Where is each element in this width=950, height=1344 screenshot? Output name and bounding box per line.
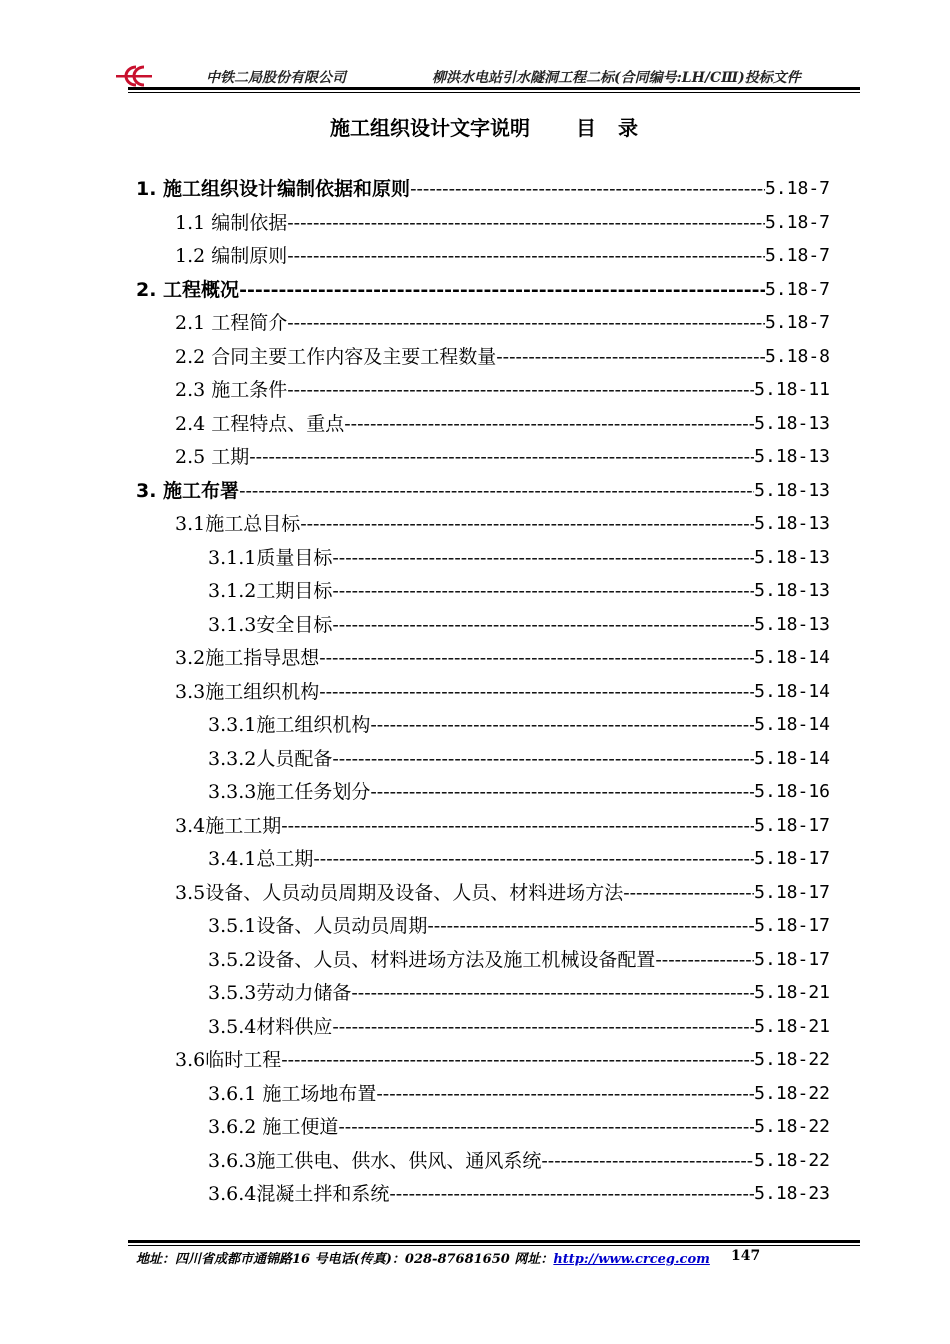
- toc-entry-page: 5.18-21: [754, 1015, 830, 1037]
- toc-entry-label: 3.6临时工程: [175, 1049, 282, 1071]
- toc-entry-page: 5.18-13: [754, 546, 830, 568]
- toc-entry[interactable]: [208, 745, 830, 773]
- toc-leader: [655, 946, 754, 974]
- toc-leader: [623, 879, 754, 907]
- toc-entry-page: 5.18-14: [754, 647, 830, 668]
- toc-leader: [319, 678, 754, 706]
- toc-leader: [344, 410, 754, 438]
- toc-entry[interactable]: [175, 879, 830, 907]
- toc-entry-label: 3.5.4材料供应: [208, 1015, 333, 1038]
- toc-entry-label: 3.5.2设备、人员、材料进场方法及施工机械设备配置: [208, 948, 656, 971]
- toc-entry[interactable]: [208, 1080, 830, 1108]
- toc-leader: [287, 209, 765, 237]
- toc-leader: [332, 1013, 754, 1041]
- toc-entry-page: 5.18-7: [764, 178, 830, 199]
- toc-leader: [427, 912, 754, 940]
- toc-entry-page: 5.18-13: [754, 446, 830, 467]
- toc-entry[interactable]: [208, 778, 830, 806]
- page-footer: [136, 1248, 710, 1267]
- footer-url-link[interactable]: http://www.crceg.com: [553, 1252, 710, 1267]
- toc-entry-page: 5.18-13: [754, 580, 830, 601]
- footer-address: 地址：四川省成都市通锦路16 号电话(传真)：028-87681650 网址：: [136, 1252, 554, 1267]
- toc-leader: [300, 510, 754, 538]
- toc-entry[interactable]: [175, 209, 830, 237]
- toc-entry-label: 3.1.1质量目标: [208, 546, 333, 569]
- toc-leader: [319, 644, 754, 672]
- toc-entry-label: 3.6.3施工供电、供水、供风、通风系统: [208, 1149, 542, 1172]
- toc-entry-label: 3.5.3劳动力储备: [208, 982, 352, 1004]
- header-project: 柳洪水电站引水隧洞工程二标(合同编号:LH/CⅢ)投标文件: [432, 70, 801, 86]
- toc-entry-page: 5.18-21: [754, 982, 830, 1003]
- toc-entry-label: 1. 施工组织设计编制依据和原则: [136, 178, 411, 200]
- toc-entry[interactable]: [208, 711, 830, 739]
- toc-entry[interactable]: [136, 175, 830, 203]
- footer-rule: [128, 1240, 860, 1243]
- title-main: 施工组织设计文字说明: [330, 116, 530, 140]
- toc-entry[interactable]: [175, 510, 830, 538]
- toc-entry[interactable]: [136, 477, 830, 505]
- toc-entry-page: 5.18-23: [754, 1183, 830, 1204]
- toc-entry-page: 5.18-22: [754, 1049, 830, 1070]
- toc-leader: [239, 477, 754, 505]
- toc-entry-page: 5.18-17: [754, 915, 830, 936]
- toc-entry-label: 3.1.3安全目标: [208, 613, 333, 636]
- toc-entry-page: 5.18-13: [754, 412, 830, 434]
- toc-entry[interactable]: [175, 678, 830, 706]
- toc-entry[interactable]: [208, 979, 830, 1007]
- toc-leader: [332, 611, 754, 639]
- toc-entry-label: 3.2施工指导思想: [175, 647, 320, 669]
- toc-leader: [287, 309, 765, 337]
- toc-entry-label: 3. 施工布署: [136, 479, 240, 502]
- toc-entry-page: 5.18-17: [754, 948, 830, 970]
- toc-entry-page: 5.18-7: [764, 278, 830, 300]
- toc-entry[interactable]: [175, 376, 830, 404]
- toc-entry[interactable]: [208, 1113, 830, 1141]
- toc-leader: [496, 343, 765, 371]
- toc-entry-page: 5.18-7: [764, 211, 830, 233]
- toc-leader: [338, 1113, 754, 1141]
- toc-entry-label: 3.3.2人员配备: [208, 747, 333, 770]
- toc-leader: [281, 812, 754, 840]
- toc-leader: [287, 376, 754, 404]
- toc-entry-label: 3.6.1 施工场地布置: [208, 1082, 377, 1105]
- header-rule: [128, 87, 860, 90]
- toc-entry[interactable]: [175, 242, 830, 270]
- toc-entry-label: 3.5设备、人员动员周期及设备、人员、材料进场方法: [175, 881, 624, 904]
- toc-entry-label: 3.6.2 施工便道: [208, 1116, 339, 1138]
- toc-leader: [249, 443, 754, 471]
- toc-entry[interactable]: [208, 946, 830, 974]
- toc-leader: [313, 845, 754, 873]
- toc-entry[interactable]: [175, 812, 830, 840]
- toc-entry-page: 5.18-14: [754, 714, 830, 735]
- toc-entry[interactable]: [208, 1180, 830, 1208]
- toc-entry[interactable]: [208, 1013, 830, 1041]
- toc-entry[interactable]: [208, 1147, 830, 1175]
- toc-entry[interactable]: [208, 912, 830, 940]
- toc-entry-label: 2. 工程概况: [136, 278, 240, 301]
- toc-leader: [351, 979, 754, 1007]
- toc-entry-page: 5.18-11: [754, 379, 830, 400]
- toc-leader: [541, 1147, 754, 1175]
- toc-entry[interactable]: [136, 276, 830, 304]
- toc-entry-page: 5.18-8: [764, 345, 830, 367]
- toc-entry-label: 2.3 施工条件: [175, 379, 288, 401]
- toc-entry-page: 5.18-14: [754, 680, 830, 702]
- toc-entry-label: 2.4 工程特点、重点: [175, 412, 345, 435]
- toc-leader: [370, 711, 754, 739]
- toc-leader: [332, 745, 754, 773]
- header-company: 中铁二局股份有限公司: [206, 70, 346, 86]
- toc-entry-page: 5.18-22: [754, 1082, 830, 1104]
- toc-entry-label: 2.5 工期: [175, 446, 250, 468]
- toc-entry-label: 3.3.3施工任务划分: [208, 781, 371, 803]
- toc-entry-label: 3.1施工总目标: [175, 513, 301, 535]
- toc-leader: [370, 778, 754, 806]
- toc-leader: [410, 175, 765, 203]
- toc-entry-label: 3.4.1总工期: [208, 848, 314, 870]
- toc-leader: [239, 276, 765, 304]
- toc-entry-label: 1.2 编制原则: [175, 245, 288, 267]
- toc-entry-label: 3.4施工工期: [175, 814, 282, 837]
- page-title: [330, 112, 660, 141]
- toc-entry-page: 5.18-14: [754, 747, 830, 769]
- toc-entry-page: 5.18-7: [764, 312, 830, 333]
- toc-entry[interactable]: [175, 443, 830, 471]
- toc-entry-page: 5.18-17: [754, 814, 830, 836]
- company-logo-icon: [114, 64, 154, 88]
- toc-entry-page: 5.18-7: [764, 245, 830, 266]
- toc-entry-page: 5.18-22: [754, 1149, 830, 1171]
- toc-leader: [332, 544, 754, 572]
- toc-entry[interactable]: [208, 577, 830, 605]
- toc-entry-label: 3.6.4混凝土拌和系统: [208, 1183, 390, 1205]
- toc-entry-page: 5.18-22: [754, 1116, 830, 1137]
- toc-entry-label: 3.1.2工期目标: [208, 580, 333, 602]
- toc-entry-label: 3.3施工组织机构: [175, 680, 320, 703]
- toc-entry[interactable]: [175, 410, 830, 438]
- toc-entry-label: 3.3.1施工组织机构: [208, 714, 371, 736]
- toc-leader: [287, 242, 765, 270]
- toc-entry-page: 5.18-13: [754, 513, 830, 534]
- toc-entry[interactable]: [175, 644, 830, 672]
- toc-entry-page: 5.18-17: [754, 848, 830, 869]
- toc-entry-page: 5.18-16: [754, 781, 830, 802]
- toc-entry[interactable]: [208, 611, 830, 639]
- toc-entry-label: 2.1 工程简介: [175, 312, 288, 334]
- toc-entry[interactable]: [175, 343, 830, 371]
- toc-entry[interactable]: [175, 1046, 830, 1074]
- toc-entry-page: 5.18-13: [754, 479, 830, 501]
- footer-rule-thin: [128, 1245, 860, 1246]
- toc-entry[interactable]: [208, 544, 830, 572]
- toc-entry[interactable]: [208, 845, 830, 873]
- header-rule-thin: [128, 92, 860, 93]
- page-number: 147: [731, 1248, 761, 1264]
- toc-entry-label: 2.2 合同主要工作内容及主要工程数量: [175, 345, 497, 368]
- toc-leader: [389, 1180, 754, 1208]
- toc-leader: [332, 577, 754, 605]
- toc-entry-label: 1.1 编制依据: [175, 211, 288, 234]
- toc-entry[interactable]: [175, 309, 830, 337]
- title-toc: 目录: [576, 116, 660, 140]
- toc-leader: [281, 1046, 754, 1074]
- toc-leader: [376, 1080, 754, 1108]
- toc-entry-label: 3.5.1设备、人员动员周期: [208, 915, 428, 937]
- toc-entry-page: 5.18-13: [754, 613, 830, 635]
- toc-entry-page: 5.18-17: [754, 881, 830, 903]
